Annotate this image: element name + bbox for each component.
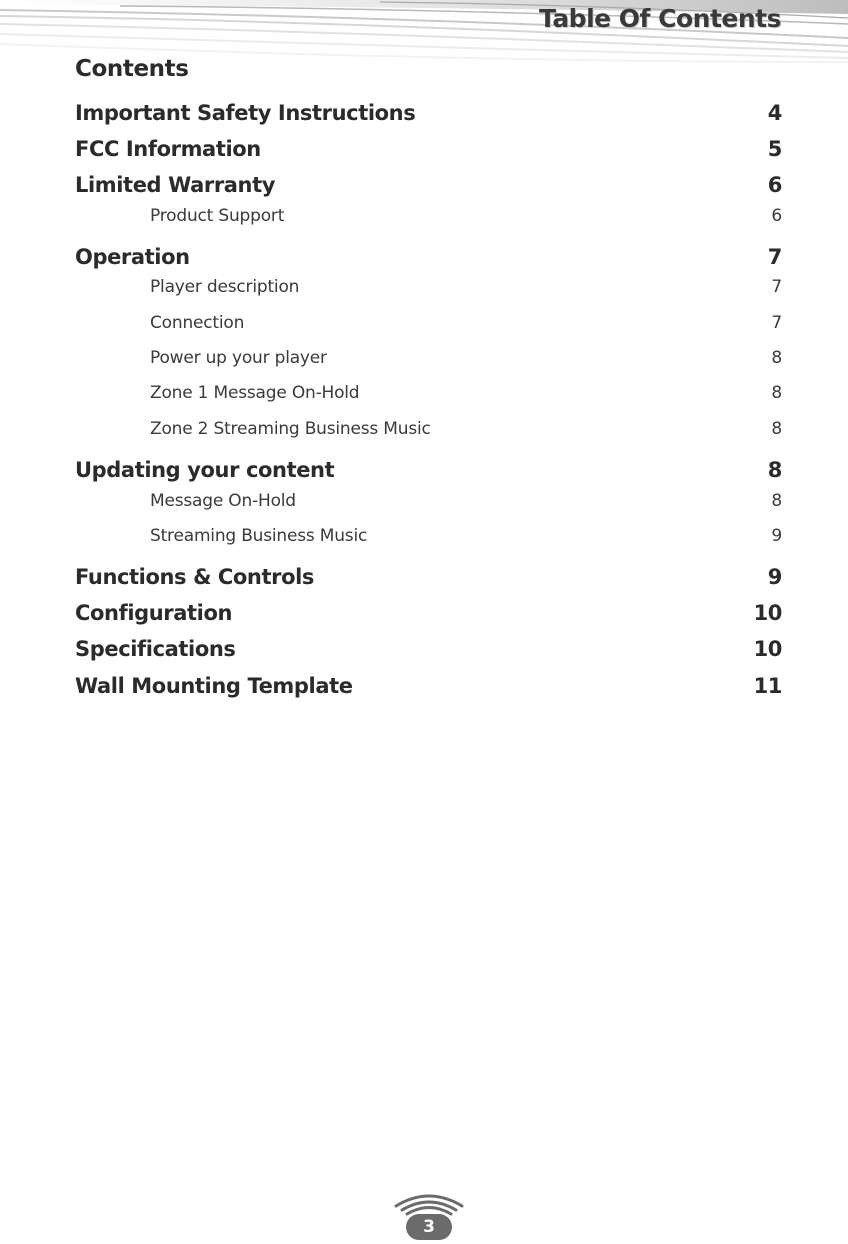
toc-entry-title: Message On-Hold [150, 491, 296, 511]
toc-entry-title: Power up your player [150, 348, 327, 368]
toc-entry-title: Wall Mounting Template [75, 674, 353, 698]
toc-entry-page: 9 [767, 565, 782, 589]
toc-entry-power-up-your-player[interactable] [150, 348, 782, 378]
page-number-badge: 3 [406, 1214, 452, 1240]
toc-entry-title: Zone 2 Streaming Business Music [150, 419, 431, 439]
toc-entry-page: 7 [771, 313, 782, 333]
toc-entry-page: 5 [767, 137, 782, 161]
toc-entry-limited-warranty[interactable] [75, 173, 782, 203]
toc-entry-title: Zone 1 Message On-Hold [150, 383, 360, 403]
toc-entry-connection[interactable] [150, 313, 782, 343]
toc-entry-page: 11 [753, 674, 782, 698]
toc-entry-fcc-information[interactable] [75, 137, 782, 167]
toc-entry-title: Important Safety Instructions [75, 101, 416, 125]
toc-entry-page: 9 [771, 526, 782, 546]
toc-entry-title: Limited Warranty [75, 173, 276, 197]
toc-entry-specifications[interactable] [75, 637, 782, 667]
toc-entry-title: Connection [150, 313, 245, 333]
contents-heading: Contents [75, 56, 189, 82]
toc-entry-page: 6 [767, 173, 782, 197]
toc-entry-page: 7 [767, 245, 782, 269]
toc-entry-zone-2-streaming-business-music[interactable] [150, 419, 782, 449]
toc-entry-updating-your-content[interactable] [75, 458, 782, 488]
toc-entry-zone-1-message-on-hold[interactable] [150, 383, 782, 413]
toc-entry-title: Updating your content [75, 458, 335, 482]
toc-entry-page: 7 [771, 277, 782, 297]
toc-entry-configuration[interactable] [75, 601, 782, 631]
toc-entry-title: Operation [75, 245, 190, 269]
toc-entry-title: FCC Information [75, 137, 261, 161]
toc-entry-product-support[interactable] [150, 206, 782, 236]
toc-entry-title: Configuration [75, 601, 233, 625]
toc-entry-title: Streaming Business Music [150, 526, 368, 546]
toc-entry-page: 6 [771, 206, 782, 226]
toc-entry-message-on-hold[interactable] [150, 491, 782, 521]
toc-entry-operation[interactable] [75, 245, 782, 275]
toc-entry-wall-mounting-template[interactable] [75, 674, 782, 704]
toc-entry-title: Functions & Controls [75, 565, 315, 589]
toc-entry-page: 10 [753, 637, 782, 661]
toc-entry-important-safety-instructions[interactable] [75, 101, 782, 131]
toc-entry-title: Player description [150, 277, 300, 297]
toc-entry-streaming-business-music[interactable] [150, 526, 782, 556]
toc-entry-page: 8 [771, 383, 782, 403]
toc-entry-functions-controls[interactable] [75, 565, 782, 595]
toc-entry-page: 8 [771, 491, 782, 511]
toc-entry-player-description[interactable] [150, 277, 782, 307]
page-header-title: Table Of Contents [538, 4, 781, 33]
toc-entry-page: 8 [767, 458, 782, 482]
toc-entry-page: 8 [771, 348, 782, 368]
toc-entry-title: Product Support [150, 206, 285, 226]
toc-entry-page: 8 [771, 419, 782, 439]
toc-entry-title: Specifications [75, 637, 236, 661]
toc-entry-page: 4 [767, 101, 782, 125]
toc-entry-page: 10 [753, 601, 782, 625]
